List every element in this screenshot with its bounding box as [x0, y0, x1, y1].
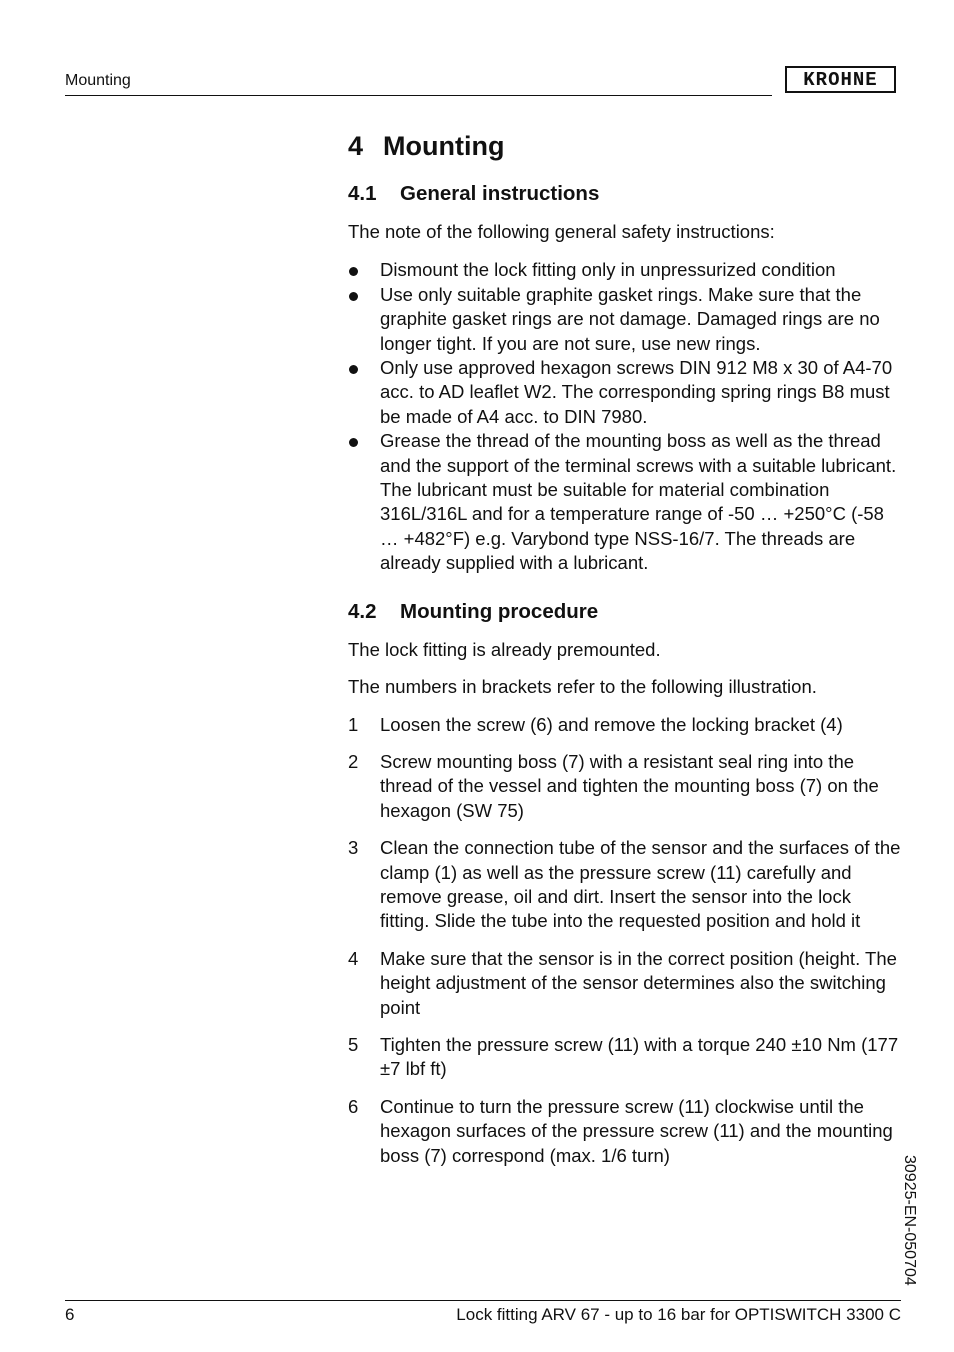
section-heading-mounting-procedure	[348, 598, 904, 626]
chapter-title: Mounting	[383, 131, 505, 161]
intro-paragraph: The note of the following general safety instructions:	[348, 221, 775, 242]
main-content	[348, 128, 904, 1181]
list-item: Only use approved hexagon screws DIN 912 M8 x 30 of A4-70 acc. to AD leaflet W2. The corresponding spring rings B8 must be made of A4 acc. to DIN 7980.	[348, 356, 904, 429]
illustration-note-paragraph: The numbers in brackets refer to the following illustration.	[348, 676, 817, 698]
list-item: Dismount the lock fitting only in unpressurized condition	[348, 258, 904, 282]
section-heading-general-instructions	[348, 180, 904, 208]
step-item: 2 Screw mounting boss (7) with a resistant seal ring into the thread of the vessel and tighten the mounting boss (7) on the hexagon (SW 75)	[348, 750, 879, 821]
page-number: 6	[65, 1305, 75, 1324]
chapter-heading	[348, 128, 904, 164]
chapter-number: 4	[348, 131, 364, 161]
section-number: 4.2	[348, 599, 377, 623]
running-header-label: Mounting	[65, 72, 131, 89]
header-divider	[65, 95, 772, 96]
list-item: Grease the thread of the mounting boss as well as the thread and the support of the terminal screws with a suitable lubricant. The lubricant must be suitable for material combination 316L/316L and for a temperature range of -50 … +250°C (-58 … +482°F) e.g. Varybond type NSS-16/7. The threads are already supplied with a lubricant.	[348, 429, 904, 575]
footer-divider	[65, 1300, 901, 1301]
list-item: Use only suitable graphite gasket rings. Make sure that the graphite gasket rings are not damage. Damaged rings are no longer tight. If you are not sure, use new rings.	[348, 283, 904, 356]
step-item: 4 Make sure that the sensor is in the correct position (height. The height adjustment of the sensor determines also the switching point	[348, 947, 897, 1018]
step-item: 5 Tighten the pressure screw (11) with a torque 240 ±10 Nm (177 ±7 lbf ft)	[348, 1033, 899, 1080]
document-code: 30925-EN-050704	[901, 1155, 918, 1286]
section-number: 4.1	[348, 182, 377, 205]
bullet-icon	[349, 267, 358, 276]
section-title: General instructions	[400, 182, 600, 205]
step-item: 3 Clean the connection tube of the sensor and the surfaces of the clamp (1) as well as the pressure screw (11) carefully and remove grease, oil and dirt. Insert the sensor into the lock fitting. Slide the tube into the requested position and hold it	[348, 837, 901, 932]
section-title: Mounting procedure	[400, 599, 599, 623]
step-item: 6 Continue to turn the pressure screw (11) clockwise until the hexagon surfaces of the pressure screw (11) and the mounting boss (7) correspond (max. 1/6 turn)	[348, 1095, 893, 1166]
mounting-steps-list	[348, 713, 904, 1169]
step-item: 1 Loosen the screw (6) and remove the locking bracket (4)	[348, 713, 843, 735]
bullet-icon	[349, 438, 358, 447]
bullet-icon	[349, 292, 358, 301]
safety-instructions-list	[348, 258, 904, 575]
krohne-logo: KROHNE	[785, 66, 896, 93]
bullet-icon	[349, 365, 358, 374]
footer-document-title: Lock fitting ARV 67 - up to 16 bar for OPTISWITCH 3300 C	[456, 1305, 901, 1324]
premounted-paragraph: The lock fitting is already premounted.	[348, 638, 661, 660]
